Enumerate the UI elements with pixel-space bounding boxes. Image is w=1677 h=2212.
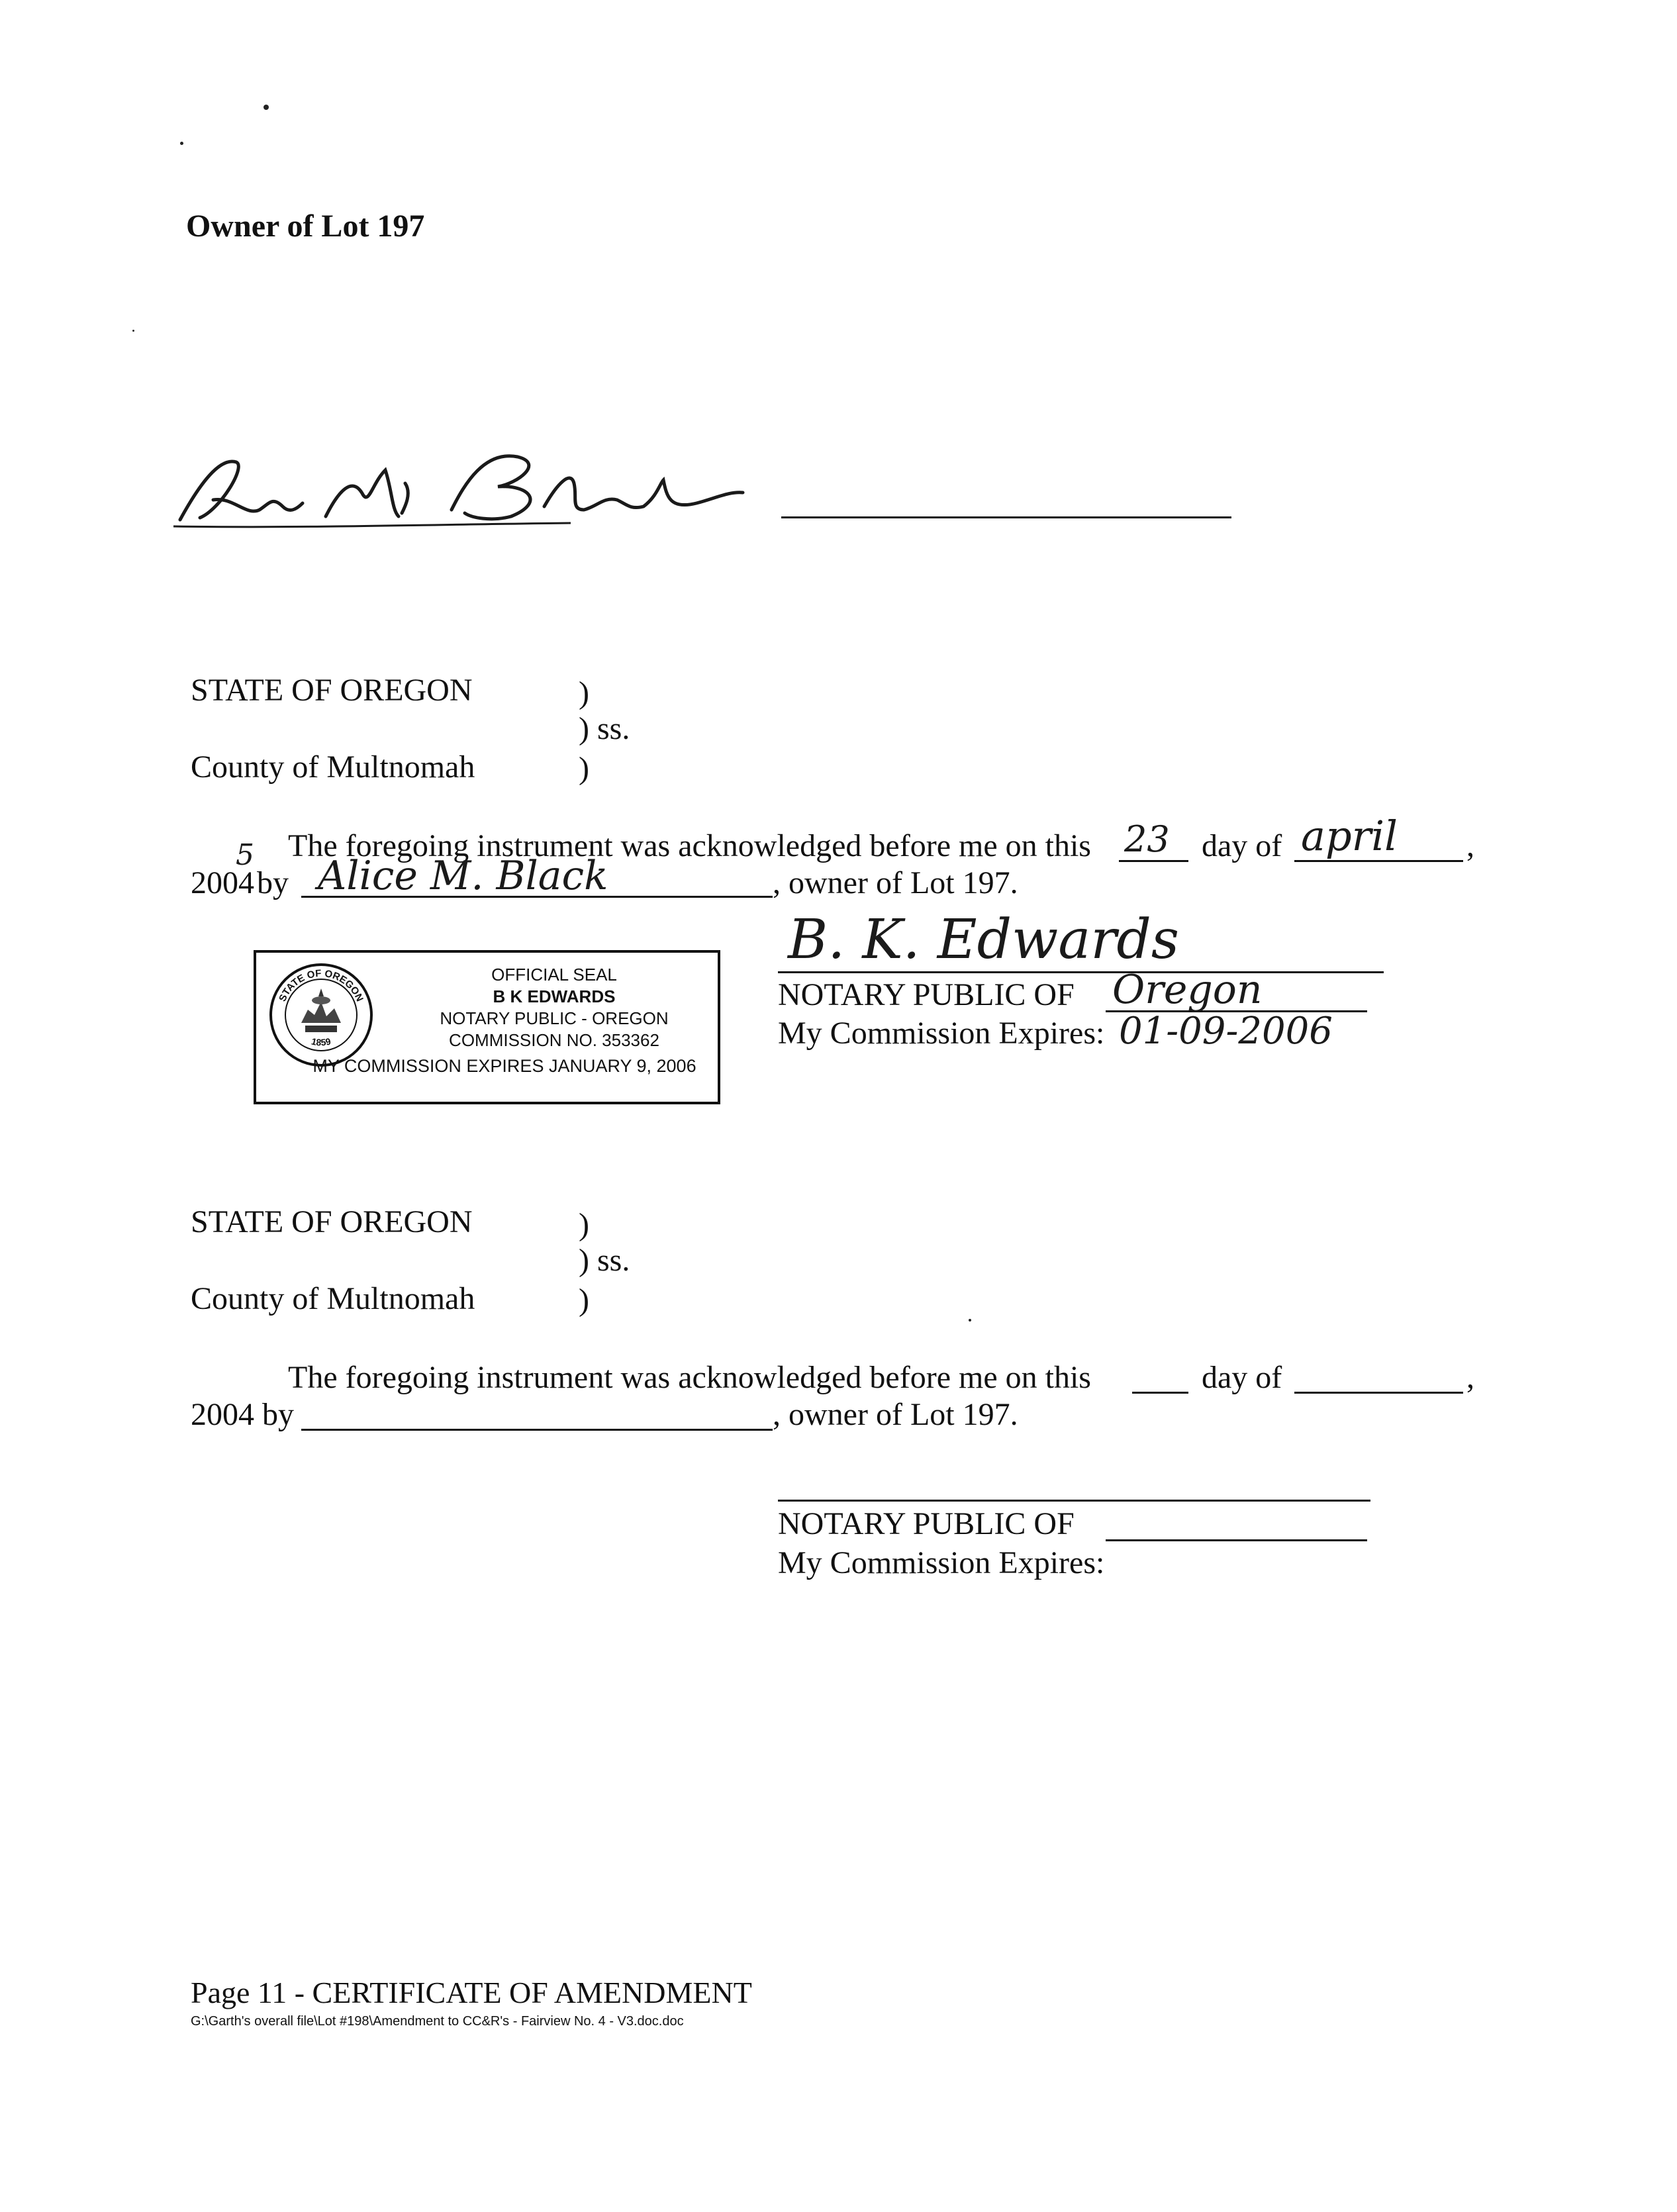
- day-of-label: day of: [1202, 828, 1282, 863]
- notary-signature-line: [778, 1500, 1370, 1502]
- month-blank: [1294, 1392, 1463, 1394]
- file-path: G:\Garth's overall file\Lot #198\Amendment to CC&R's - Fairview No. 4 - V3.doc.doc: [191, 2014, 684, 2029]
- svg-text:1859: [311, 1035, 332, 1047]
- commission-expires-label: My Commission Expires:: [778, 1016, 1105, 1051]
- scan-speck: [132, 330, 134, 332]
- acknowledgment-text: The foregoing instrument was acknowledged before me on this: [288, 1360, 1091, 1395]
- notary-state-handwritten: Oregon: [1112, 967, 1263, 1013]
- owner-signature-image: [173, 444, 769, 543]
- seal-line-title: OFFICIAL SEAL: [491, 965, 617, 985]
- venue-paren: ): [579, 1282, 589, 1318]
- seal-line-name: B K EDWARDS: [493, 986, 616, 1006]
- acknowledgment-text: The foregoing instrument was acknowledged before me on this: [288, 828, 1091, 863]
- notary-public-label: NOTARY PUBLIC OF: [778, 1506, 1075, 1541]
- state-seal-emblem: [268, 962, 374, 1068]
- notary-signature: B. K. Edwards: [788, 908, 1179, 971]
- year-prefix: 200: [191, 865, 238, 900]
- day-of-label: day of: [1202, 1360, 1282, 1395]
- owner-signature: [173, 444, 769, 543]
- second-signature-line: [781, 516, 1231, 518]
- day-blank: [1119, 860, 1188, 862]
- day-handwritten: 23: [1124, 818, 1170, 860]
- commission-expires-label: My Commission Expires:: [778, 1545, 1105, 1580]
- notary-signature-line: [778, 971, 1384, 973]
- by-label: by: [257, 865, 289, 900]
- year-digit-handwritten: 5: [236, 838, 254, 872]
- page-footer: Page 11 - CERTIFICATE OF AMENDMENT: [191, 1976, 752, 2009]
- month-handwritten: april: [1301, 812, 1398, 860]
- oregon-seal-icon: [268, 962, 374, 1068]
- scan-speck: [264, 105, 269, 110]
- ss-label: ) ss.: [579, 711, 630, 746]
- seal-line-notary: NOTARY PUBLIC - OREGON: [440, 1008, 669, 1028]
- seal-line-commission: COMMISSION NO. 353362: [449, 1030, 659, 1050]
- notary-state-blank: [1106, 1539, 1367, 1541]
- county-label: County of Multnomah: [191, 1281, 475, 1316]
- venue-paren: ): [579, 1207, 589, 1242]
- venue-paren: ): [579, 675, 589, 710]
- county-label: County of Multnomah: [191, 749, 475, 785]
- month-blank: [1294, 860, 1463, 862]
- commission-date-handwritten: 01-09-2006: [1119, 1010, 1333, 1053]
- scan-speck: [180, 142, 183, 145]
- notary-public-label: NOTARY PUBLIC OF: [778, 977, 1075, 1012]
- state-label: STATE OF OREGON: [191, 673, 473, 708]
- seal-ring-text: STATE OF OREGON: [277, 967, 365, 1004]
- year-digit-printed: 4: [238, 865, 254, 900]
- ss-label: ) ss.: [579, 1243, 630, 1278]
- official-seal-stamp: [254, 950, 720, 1104]
- comma: ,: [1466, 828, 1474, 863]
- seal-line-expires: MY COMMISSION EXPIRES JANUARY 9, 2006: [312, 1056, 696, 1076]
- scan-speck: [969, 1319, 971, 1322]
- section-title: Owner of Lot 197: [186, 209, 425, 244]
- day-blank: [1132, 1392, 1188, 1394]
- owner-of-lot: , owner of Lot 197.: [773, 1397, 1018, 1432]
- seal-ring-year: 1859: [310, 1035, 332, 1048]
- comma: ,: [1466, 1360, 1474, 1395]
- name-handwritten: Alice M. Black: [318, 853, 608, 899]
- name-blank: [301, 1429, 773, 1431]
- owner-of-lot: , owner of Lot 197.: [773, 865, 1018, 900]
- venue-paren: ): [579, 751, 589, 786]
- year-by-label: 2004 by: [191, 1397, 294, 1432]
- state-label: STATE OF OREGON: [191, 1204, 473, 1239]
